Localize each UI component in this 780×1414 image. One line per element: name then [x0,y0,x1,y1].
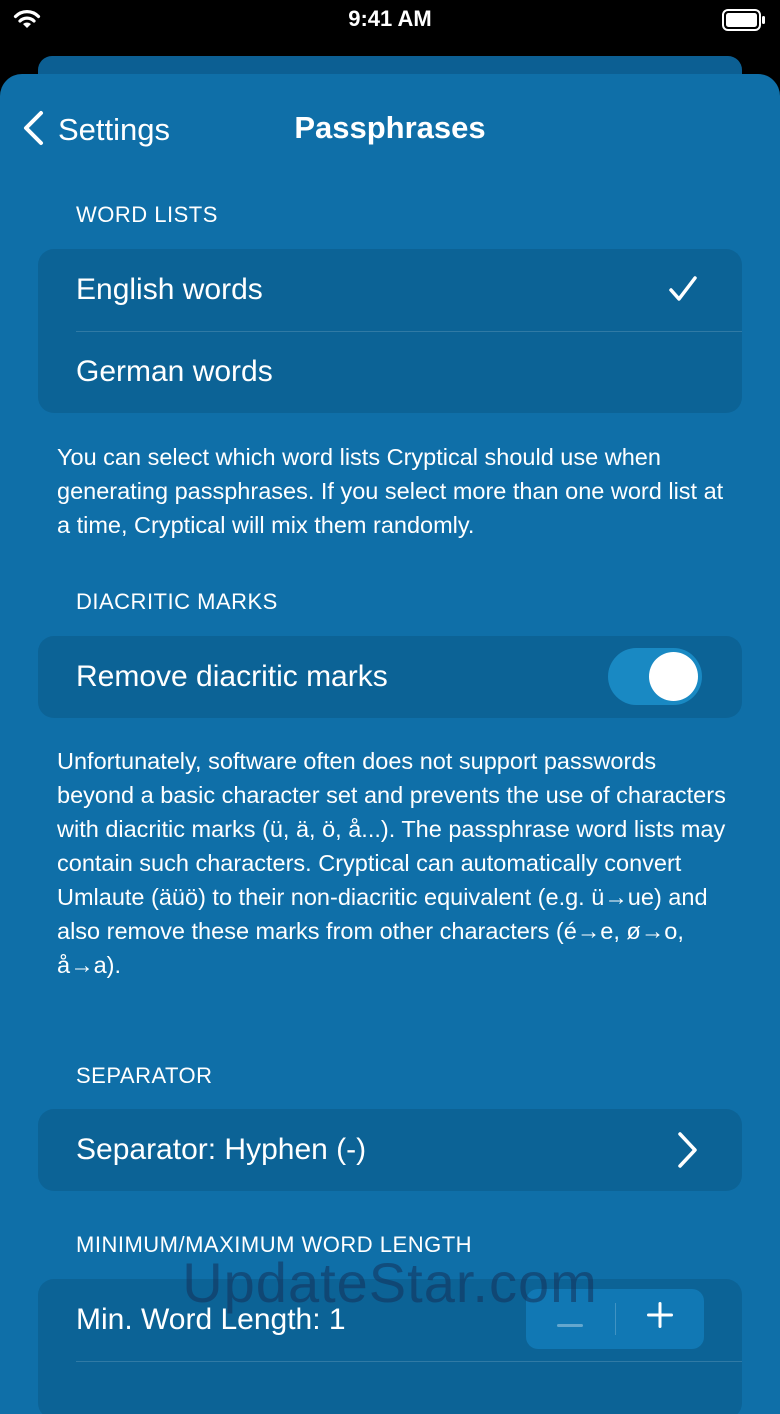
remove-diacritics-toggle[interactable] [608,648,702,705]
diacritic-group [38,636,742,718]
diacritic-footer: Unfortunately, software often does not support passwords beyond a basic character set and prevents the use of characters with diacritic marks (ü, ä, ö, å...). The passphrase word lists may contain such characters. Cryptical can automatically convert Umlaute (äüö) to their non-diacritic equivalent (e.g. ü→ue) and also remove these marks from other characters (é→e, ø→o, å→a). [57,748,726,978]
word-list-label: German words [76,355,273,388]
min-word-length-label: Min. Word Length: 1 [76,1303,346,1336]
navigation-bar [0,74,780,184]
toggle-knob [649,652,698,701]
section-header-separator: SEPARATOR [76,1063,213,1088]
status-time: 9:41 AM [348,6,432,31]
word-list-english[interactable] [38,249,742,331]
section-header-word-lists: WORD LISTS [76,202,218,227]
word-lists-group [38,249,742,413]
word-length-group [38,1279,742,1414]
plus-icon [647,1302,673,1336]
page-title: Passphrases [294,110,486,145]
back-button-label: Settings [58,112,171,147]
section-header-word-length: MINIMUM/MAXIMUM WORD LENGTH [76,1232,473,1257]
diacritic-label: Remove diacritic marks [76,660,388,693]
separator-label: Separator: Hyphen (-) [76,1133,367,1166]
chevron-right-icon [676,1131,698,1177]
word-list-label: English words [76,273,263,306]
watermark: UpdateStar.com [182,1251,598,1314]
settings-sheet [0,74,780,1414]
separator-group [38,1109,742,1191]
decrement-button[interactable] [526,1289,615,1349]
max-word-length-row [38,1361,742,1414]
battery-icon [722,9,766,36]
diacritic-row [38,636,742,718]
section-header-diacritic: DIACRITIC MARKS [76,589,278,614]
min-word-length-stepper[interactable] [526,1289,704,1349]
min-word-length-row [38,1279,742,1361]
word-list-german[interactable] [38,331,742,413]
increment-button[interactable] [616,1289,705,1349]
status-bar [0,0,780,44]
word-lists-footer: You can select which word lists Cryptical should use when generating passphrases. If you select more than one word list at a time, Cryptical will mix them randomly. [57,444,724,538]
checkmark-icon [668,275,698,311]
separator-row[interactable] [38,1109,742,1191]
minus-icon [557,1302,583,1336]
